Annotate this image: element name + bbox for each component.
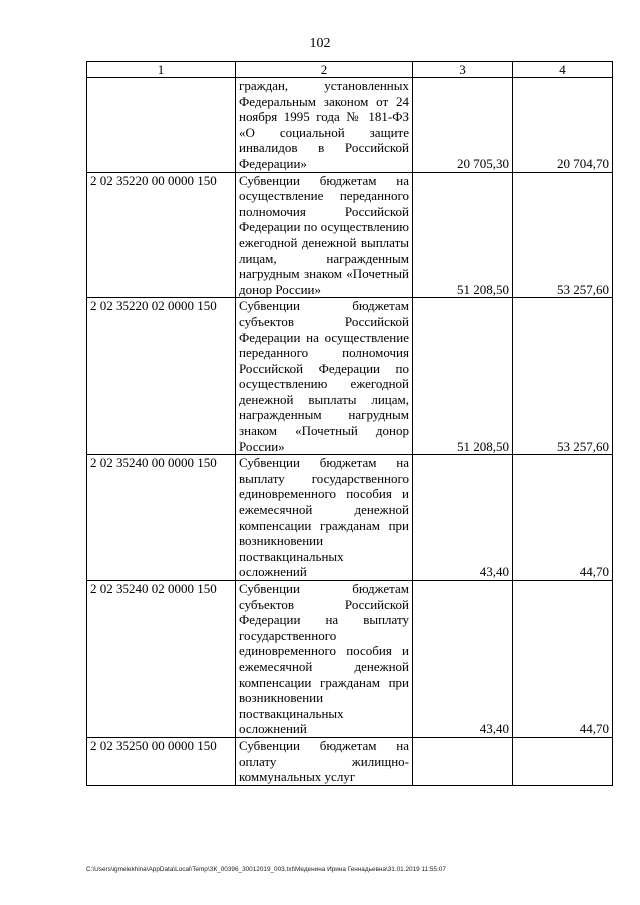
row-name: граждан, установленных Федеральным законом от 24 ноября 1995 года № 181-ФЗ «О социальной защите инвалидов в Российской Федерации»: [236, 78, 413, 173]
row-name: Субвенции бюджетам субъектов Российской Федерации на выплату государственного единовременного пособия и ежемесячной денежной компенсации гражданам при возникновении поствакцинальных осложнений: [236, 581, 413, 738]
row-value-col4: 44,70: [513, 581, 613, 738]
row-code: [87, 78, 236, 173]
row-name: Субвенции бюджетам на осуществление переданного полномочия Российской Федерации по осуществлению ежегодной денежной выплаты лицам, награжденным нагрудным знаком «Почетный донор России»: [236, 172, 413, 298]
row-value-col3: 51 208,50: [413, 172, 513, 298]
table-row: [87, 172, 613, 298]
table-row: [87, 737, 613, 785]
row-name: Субвенции бюджетам на оплату жилищно-коммунальных услуг: [236, 737, 413, 785]
table-row: [87, 581, 613, 738]
row-name: Субвенции бюджетам субъектов Российской Федерации на осуществление переданного полномочия Российской Федерации по осуществлению ежегодной денежной выплаты лицам, награжденным нагрудным знаком «Почетный донор России»: [236, 298, 413, 455]
row-value-col4: [513, 737, 613, 785]
row-value-col4: 53 257,60: [513, 172, 613, 298]
column-header-2: 2: [236, 62, 413, 78]
column-header-3: 3: [413, 62, 513, 78]
row-value-col3: 51 208,50: [413, 298, 513, 455]
row-value-col4: 20 704,70: [513, 78, 613, 173]
row-code: 2 02 35250 00 0000 150: [87, 737, 236, 785]
row-name: Субвенции бюджетам на выплату государственного единовременного пособия и ежемесячной денежной компенсации гражданам при возникновении поствакцинальных осложнений: [236, 455, 413, 581]
table-row: [87, 298, 613, 455]
row-value-col3: 43,40: [413, 455, 513, 581]
page-number: 102: [309, 36, 331, 51]
row-value-col3: [413, 737, 513, 785]
row-value-col4: 44,70: [513, 455, 613, 581]
row-code: 2 02 35240 02 0000 150: [87, 581, 236, 738]
row-value-col3: 43,40: [413, 581, 513, 738]
table-row: [87, 78, 613, 173]
row-code: 2 02 35240 00 0000 150: [87, 455, 236, 581]
row-code: 2 02 35220 00 0000 150: [87, 172, 236, 298]
table-row: [87, 455, 613, 581]
column-header-1: 1: [87, 62, 236, 78]
row-value-col4: 53 257,60: [513, 298, 613, 455]
column-header-4: 4: [513, 62, 613, 78]
footer-file-path: C:\Users\igmelekhina\AppData\Local\Temp\ЗК_00396_30012019_003.txt\Меденина Ирина Геннадьевна\31.01.2019 11:55:07: [86, 866, 446, 873]
row-code: 2 02 35220 02 0000 150: [87, 298, 236, 455]
table-header-row: [87, 62, 613, 78]
budget-table: [86, 61, 613, 786]
row-value-col3: 20 705,30: [413, 78, 513, 173]
